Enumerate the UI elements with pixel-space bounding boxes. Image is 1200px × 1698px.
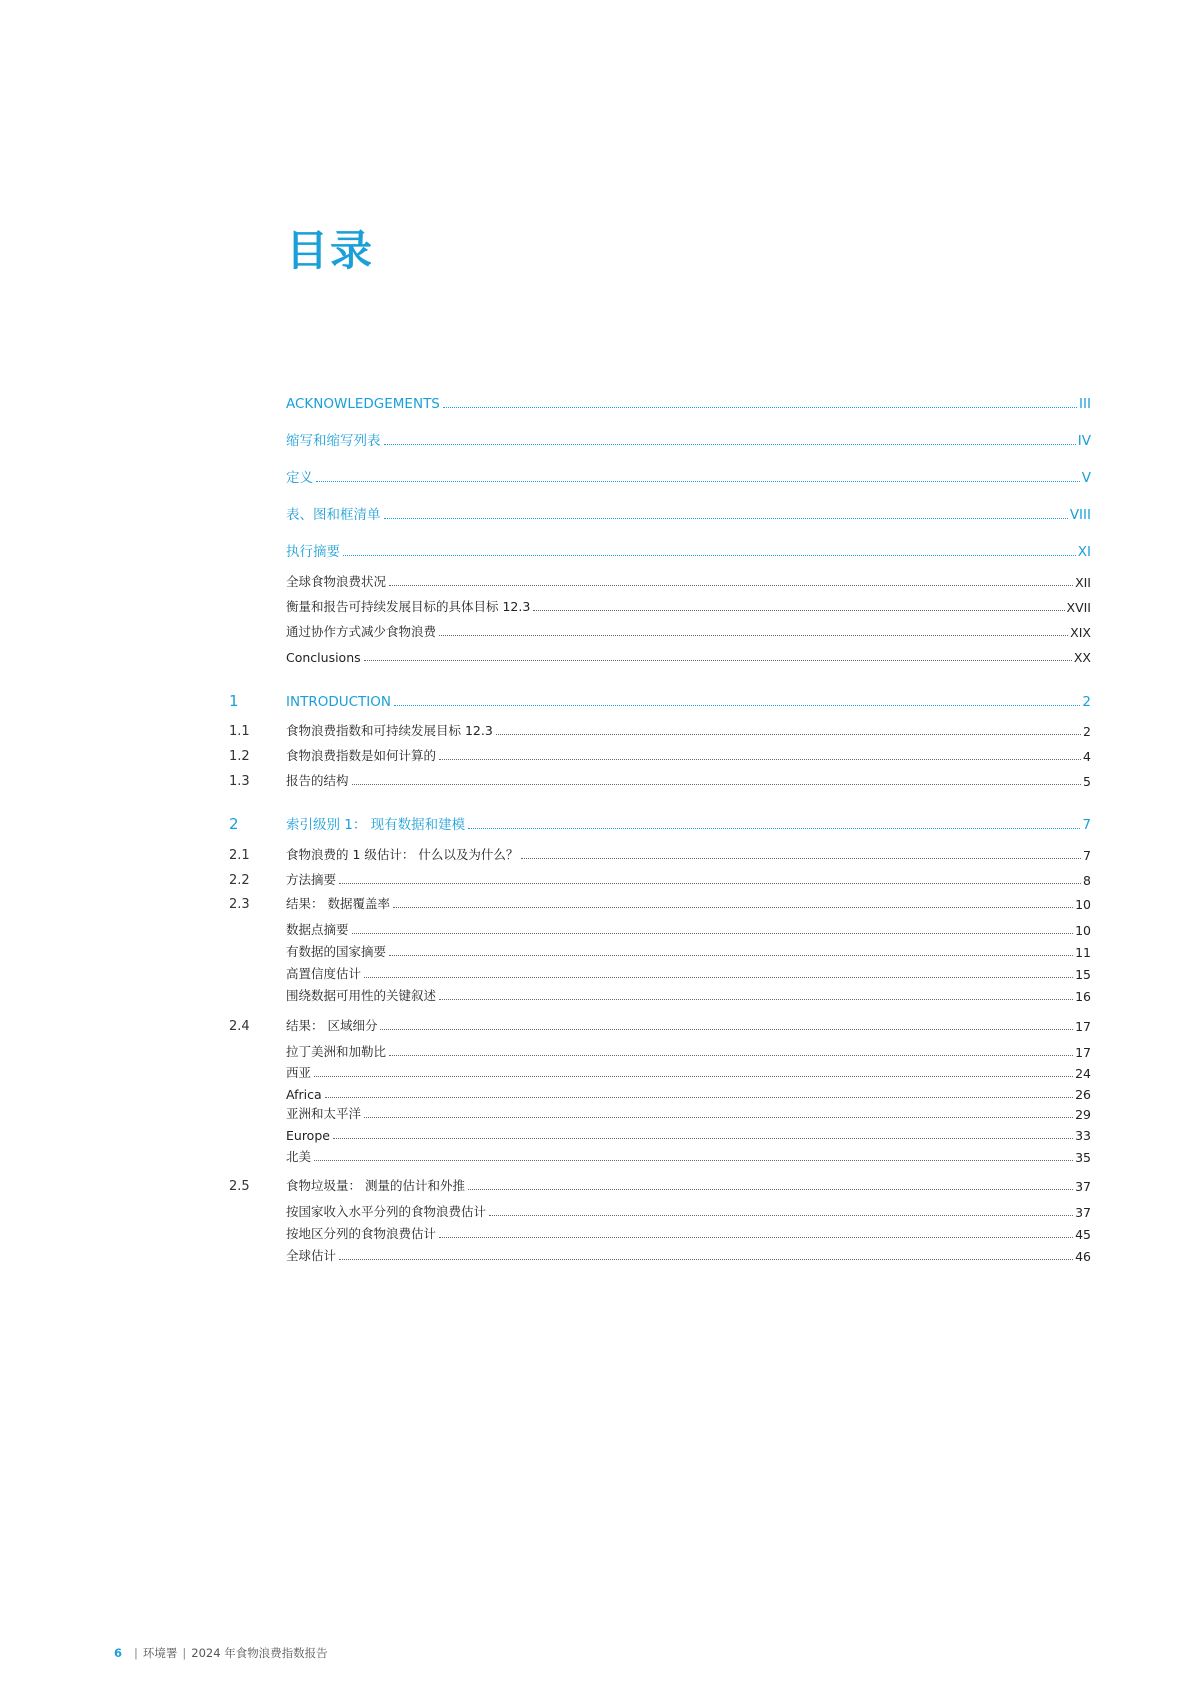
toc-page: 24 — [1075, 1066, 1091, 1081]
toc-leader — [443, 406, 1077, 408]
toc-title: 食物浪费的 1 级估计： 什么以及为什么？ — [286, 847, 519, 862]
toc-section[interactable] — [0, 718, 1200, 740]
toc-title: 食物浪费指数是如何计算的 — [286, 748, 437, 763]
toc-title: Conclusions — [286, 650, 361, 665]
toc-section[interactable] — [0, 1173, 1200, 1195]
toc-leader — [352, 783, 1082, 785]
toc-leader — [314, 1159, 1073, 1161]
toc-page: IV — [1077, 433, 1091, 449]
toc-leader — [496, 733, 1081, 735]
toc-leader — [439, 758, 1081, 760]
toc-subsection[interactable] — [0, 961, 1200, 983]
toc-leader — [389, 954, 1073, 956]
toc-subsection[interactable] — [0, 917, 1200, 939]
toc-title: 全球食物浪费状况 — [286, 574, 387, 589]
footer-report-title: 2024 年食物浪费指数报告 — [191, 1646, 328, 1660]
toc-title: 报告的结构 — [286, 773, 349, 788]
toc-title: 北美 — [286, 1149, 312, 1164]
toc-number: 2.5 — [229, 1179, 250, 1194]
toc-chapter-2[interactable] — [0, 812, 1200, 834]
toc-page: 45 — [1075, 1227, 1091, 1242]
toc-number: 2.3 — [229, 897, 250, 912]
toc-title: 围绕数据可用性的关键叙述 — [286, 988, 437, 1003]
toc-page: 33 — [1075, 1128, 1091, 1143]
page-footer — [114, 1645, 328, 1661]
toc-title: 缩写和缩写列表 — [286, 433, 381, 449]
toc-number: 2.2 — [229, 873, 250, 888]
toc-leader — [393, 906, 1073, 908]
toc-title: 按地区分列的食物浪费估计 — [286, 1226, 437, 1241]
footer-page-number: 6 — [114, 1646, 123, 1660]
toc-leader — [384, 443, 1076, 445]
toc-section[interactable] — [0, 842, 1200, 864]
toc-title: 食物垃圾量： 测量的估计和外推 — [286, 1178, 465, 1193]
toc-title: 高置信度估计 — [286, 966, 362, 981]
toc-page: 37 — [1075, 1179, 1091, 1194]
toc-leader — [439, 998, 1073, 1000]
toc-subsection[interactable] — [0, 1144, 1200, 1166]
toc-leader — [364, 659, 1072, 661]
footer-separator: | — [182, 1646, 187, 1660]
toc-title: 全球估计 — [286, 1248, 337, 1263]
toc-title: 定义 — [286, 470, 313, 486]
toc-entry[interactable] — [0, 644, 1200, 666]
toc-page: 17 — [1075, 1045, 1091, 1060]
toc-page: 16 — [1075, 989, 1091, 1004]
toc-leader — [533, 609, 1064, 611]
toc-number: 1 — [229, 692, 239, 710]
toc-page: 10 — [1075, 923, 1091, 938]
toc-subsection[interactable] — [0, 939, 1200, 961]
toc-page: 46 — [1075, 1249, 1091, 1264]
toc-page: 2 — [1083, 724, 1091, 739]
toc-leader — [521, 857, 1081, 859]
toc-leader — [389, 584, 1073, 586]
toc-page: 7 — [1082, 817, 1091, 833]
toc-page: 11 — [1075, 945, 1091, 960]
toc-page: 5 — [1083, 774, 1091, 789]
toc-page: V — [1081, 470, 1091, 486]
toc-title: 数据点摘要 — [286, 922, 349, 937]
toc-leader — [364, 976, 1073, 978]
toc-subsection[interactable] — [0, 1221, 1200, 1243]
toc-entry[interactable] — [0, 619, 1200, 641]
toc-page: 15 — [1075, 967, 1091, 982]
toc-leader — [380, 1028, 1073, 1030]
toc-section[interactable] — [0, 743, 1200, 765]
toc-title: 结果： 区域细分 — [286, 1018, 378, 1033]
footer-org: 环境署 — [142, 1646, 178, 1660]
toc-page: 37 — [1075, 1205, 1091, 1220]
toc-leader — [394, 704, 1080, 706]
toc-entry[interactable] — [0, 569, 1200, 591]
toc-title: 表、图和框清单 — [286, 507, 381, 523]
toc-subsection[interactable] — [0, 1101, 1200, 1123]
toc-title: 衡量和报告可持续发展目标的具体目标 12.3 — [286, 599, 531, 614]
toc-title: INTRODUCTION — [286, 694, 391, 710]
toc-title: 方法摘要 — [286, 872, 337, 887]
page-title: 目录 — [286, 226, 375, 275]
toc-title: 索引级别 1： 现有数据和建模 — [286, 817, 466, 833]
toc-title: Africa — [286, 1087, 322, 1102]
toc-leader — [352, 932, 1074, 934]
toc-subsection[interactable] — [0, 1060, 1200, 1082]
toc-entry-definitions[interactable] — [0, 465, 1200, 487]
toc-number: 1.3 — [229, 774, 250, 789]
toc-title: ACKNOWLEDGEMENTS — [286, 396, 440, 412]
toc-page: 17 — [1075, 1019, 1091, 1034]
toc-page: 10 — [1075, 897, 1091, 912]
toc-leader — [489, 1214, 1073, 1216]
toc-page: 2 — [1082, 694, 1091, 710]
toc-page: XVII — [1066, 600, 1091, 615]
toc-entry-acknowledgements[interactable] — [0, 391, 1200, 413]
toc-page: 29 — [1075, 1107, 1091, 1122]
toc-section[interactable] — [0, 867, 1200, 889]
toc-subsection[interactable] — [0, 1199, 1200, 1221]
toc-subsection[interactable] — [0, 1039, 1200, 1061]
toc-subsection[interactable] — [0, 983, 1200, 1005]
toc-title: 执行摘要 — [286, 544, 340, 560]
toc-leader — [339, 1258, 1073, 1260]
toc-entry[interactable] — [0, 594, 1200, 616]
toc-title: 亚洲和太平洋 — [286, 1106, 362, 1121]
toc-title: 有数据的国家摘要 — [286, 944, 387, 959]
toc-leader — [333, 1137, 1073, 1139]
toc-leader — [468, 827, 1080, 829]
toc-leader — [316, 480, 1080, 482]
toc-page: XI — [1077, 544, 1091, 560]
toc-number: 2 — [229, 815, 239, 833]
toc-leader — [468, 1188, 1073, 1190]
toc-leader — [325, 1096, 1073, 1098]
toc-entry-figures[interactable] — [0, 502, 1200, 524]
toc-title: 西亚 — [286, 1065, 312, 1080]
toc-subsection[interactable] — [0, 1081, 1200, 1103]
toc-leader — [364, 1116, 1073, 1118]
toc-page: XII — [1075, 575, 1091, 590]
toc-number: 2.4 — [229, 1019, 250, 1034]
toc-entry-executive-summary[interactable] — [0, 539, 1200, 561]
toc-page: 4 — [1083, 749, 1091, 764]
toc-number: 1.2 — [229, 749, 250, 764]
toc-title: 通过协作方式减少食物浪费 — [286, 624, 437, 639]
toc-leader — [439, 634, 1068, 636]
toc-page: 8 — [1083, 873, 1091, 888]
toc-number: 1.1 — [229, 724, 250, 739]
toc-subsection[interactable] — [0, 1243, 1200, 1265]
toc-number: 2.1 — [229, 848, 250, 863]
toc-chapter-1[interactable] — [0, 689, 1200, 711]
toc-title: 结果： 数据覆盖率 — [286, 896, 390, 911]
toc-leader — [343, 554, 1076, 556]
toc-leader — [384, 517, 1068, 519]
toc-page: XIX — [1070, 625, 1091, 640]
toc-page: XX — [1073, 650, 1091, 665]
toc-entry-abbreviations[interactable] — [0, 428, 1200, 450]
toc-page: III — [1079, 396, 1091, 412]
toc-page: 35 — [1075, 1150, 1091, 1165]
toc-section[interactable] — [0, 1013, 1200, 1035]
toc-title: 食物浪费指数和可持续发展目标 12.3 — [286, 723, 493, 738]
toc-title: 拉丁美洲和加勒比 — [286, 1044, 387, 1059]
toc-page: 26 — [1075, 1087, 1091, 1102]
toc-title: 按国家收入水平分列的食物浪费估计 — [286, 1204, 487, 1219]
toc-leader — [314, 1075, 1073, 1077]
toc-leader — [439, 1236, 1073, 1238]
toc-page: VIII — [1069, 507, 1091, 523]
toc-section[interactable] — [0, 768, 1200, 790]
toc-page: 7 — [1083, 848, 1091, 863]
toc-subsection[interactable] — [0, 1122, 1200, 1144]
toc-leader — [389, 1054, 1073, 1056]
toc-section[interactable] — [0, 891, 1200, 913]
footer-separator: | — [134, 1646, 138, 1660]
toc-leader — [339, 882, 1081, 884]
toc-title: Europe — [286, 1128, 330, 1143]
